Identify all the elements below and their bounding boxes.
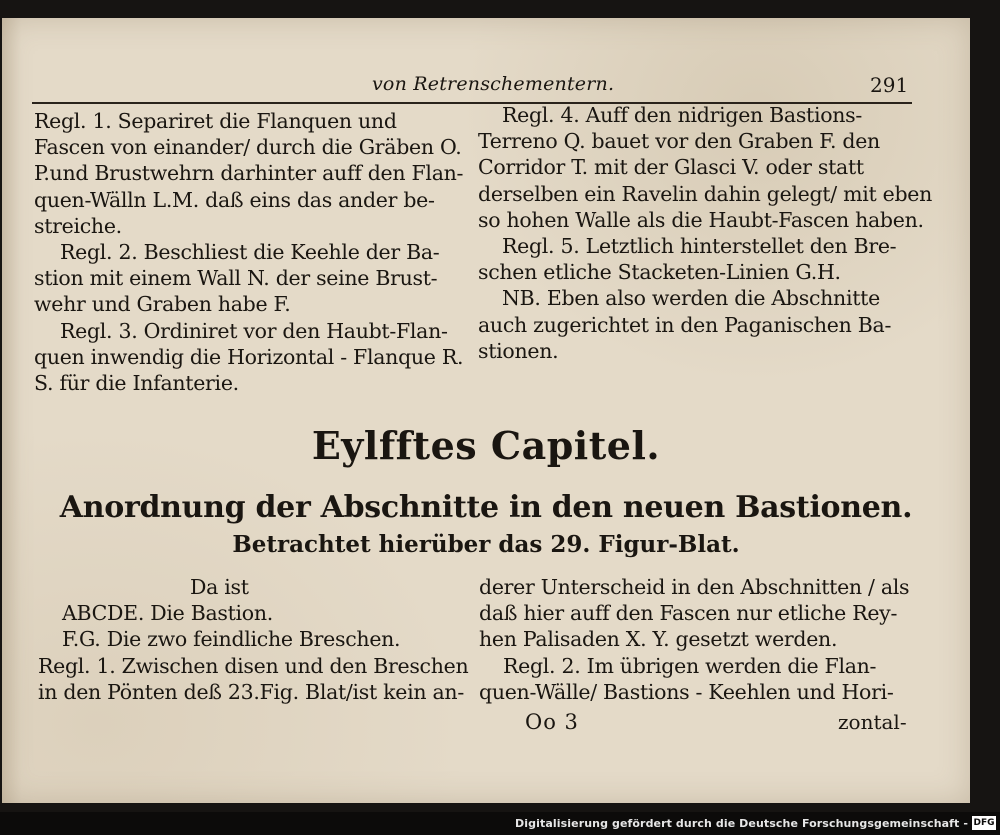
text-line: schen etliche Stacketen-Linien G.H.: [478, 260, 841, 285]
top-right-column: [478, 102, 933, 364]
text-line: F.G. Die zwo feindliche Breschen.: [62, 627, 401, 652]
catchword: zontal-: [838, 710, 907, 734]
text-line: quen inwendig die Horizontal - Flanque R.: [34, 344, 464, 369]
text-line: stion mit einem Wall N. der seine Brust-: [34, 266, 438, 291]
text-line: Fascen von einander/ durch die Gräben O.: [34, 135, 462, 160]
text-line: NB. Eben also werden die Abschnitte: [502, 286, 880, 311]
text-line: in den Pönten deß 23.Fig. Blat/ist kein an-: [38, 679, 464, 704]
text-line: Regl. 2. Beschliest die Keehle der Ba-: [60, 239, 440, 264]
text-line: so hohen Walle als die Haubt-Fascen haben.: [478, 207, 924, 232]
running-title: von Retrenschementern.: [372, 73, 615, 95]
footer-credit: Digitalisierung gefördert durch die Deutsche Forschungsgemeinschaft -: [515, 817, 968, 830]
chapter-heading: Eylfftes Capitel.: [311, 423, 661, 468]
text-line: Regl. 4. Auff den nidrigen Bastions-: [502, 103, 863, 127]
figure-reference: Betrachtet hierüber das 29. Figur-Blat.: [232, 531, 740, 558]
running-head: [2, 73, 970, 103]
text-line: hen Palisaden X. Y. gesetzt werden.: [479, 627, 838, 652]
text-line: S. für die Infanterie.: [34, 370, 239, 395]
text-line: Regl. 5. Letztlich hinterstellet den Bre-: [502, 233, 897, 258]
text-line: derselben ein Ravelin dahin gelegt/ mit eben: [478, 181, 933, 206]
chapter-subheading: Anordnung der Abschnitte in den neuen Bastionen.: [59, 490, 913, 525]
page-number: 291: [870, 73, 909, 97]
bottom-right-column: [479, 574, 919, 705]
text-line: daß hier auff den Fascen nur etliche Rey-: [479, 601, 898, 626]
text-line: Regl. 1. Separiret die Flanquen und: [34, 109, 397, 133]
book-page: [2, 18, 970, 803]
bottom-left-column: [38, 574, 468, 705]
text-line: quen-Wälle/ Bastions - Keehlen und Hori-: [479, 679, 894, 704]
text-line: Regl. 3. Ordiniret vor den Haubt-Flan-: [60, 318, 448, 343]
top-left-column: [34, 108, 464, 396]
text-line: quen-Wälln L.M. daß eins das ander be-: [34, 187, 435, 212]
text-line: auch zugerichtet in den Paganischen Ba-: [478, 312, 892, 337]
text-line: derer Unterscheid in den Abschnitten / als: [479, 575, 910, 599]
text-line: wehr und Graben habe F.: [34, 292, 291, 317]
text-line: Terreno Q. bauet vor den Graben F. den: [478, 129, 880, 154]
dfg-logo-icon: DFG: [973, 818, 995, 828]
footer-bar: [0, 812, 1000, 835]
text-line: ABCDE. Die Bastion.: [62, 601, 273, 626]
text-line: stionen.: [478, 338, 559, 363]
text-line: P.und Brustwehrn darhinter auff den Flan-: [34, 161, 464, 186]
text-line: streiche.: [34, 213, 122, 238]
signature-mark: Oo 3: [525, 710, 579, 734]
text-line: Regl. 1. Zwischen disen und den Breschen: [38, 653, 469, 678]
text-line: Corridor T. mit der Glasci V. oder statt: [478, 155, 864, 180]
text-line: Da ist: [190, 575, 249, 599]
text-line: Regl. 2. Im übrigen werden die Flan-: [503, 653, 877, 678]
